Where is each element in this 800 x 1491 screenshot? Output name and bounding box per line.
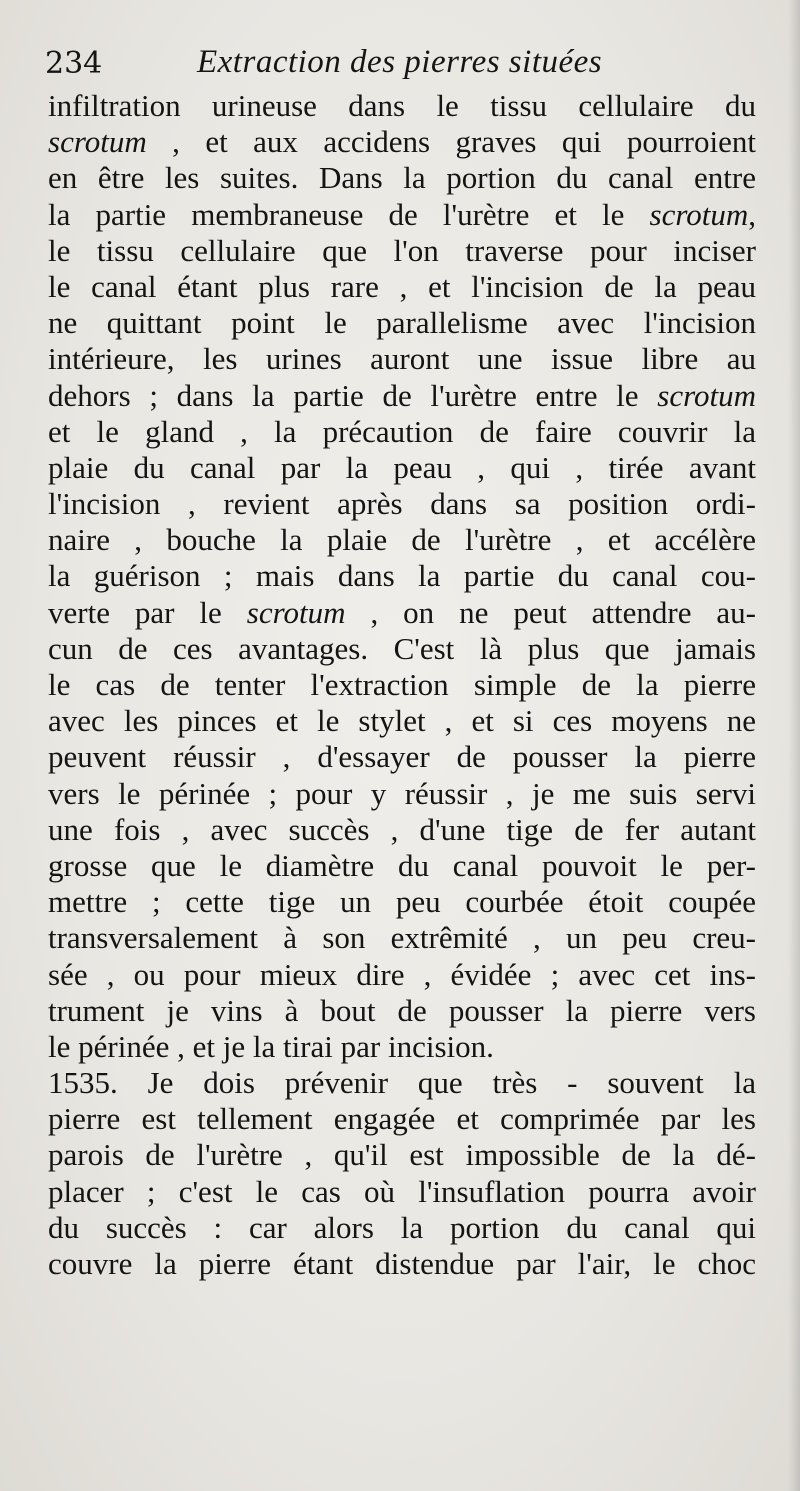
text-segment: ne quittant point le parallelisme avec l'incision — [48, 305, 756, 341]
text-line — [48, 1101, 756, 1137]
text-segment: verte par le — [48, 594, 247, 630]
text-line — [48, 341, 756, 377]
text-segment: intérieure, les urines auront une issue libre au — [48, 341, 756, 377]
text-line — [48, 305, 756, 341]
text-line — [48, 884, 756, 920]
text-line — [48, 1137, 756, 1173]
text-line — [48, 1210, 756, 1246]
text-line — [48, 124, 756, 160]
italic-term: scrotum — [657, 377, 756, 413]
text-segment: parois de l'urètre , qu'il est impossible de la dé- — [48, 1137, 756, 1173]
italic-term: scrotum — [48, 124, 147, 160]
text-segment: grosse que le diamètre du canal pouvoit le per- — [48, 847, 756, 883]
text-line — [48, 88, 756, 124]
text-segment: le tissu cellulaire que l'on traverse pour inciser — [48, 232, 756, 268]
text-line — [48, 558, 756, 594]
text-line — [48, 1174, 756, 1210]
text-line — [48, 595, 756, 631]
text-line — [48, 920, 756, 956]
text-segment: une fois , avec succès , d'une tige de fer autant — [48, 811, 756, 847]
text-segment: pierre est tellement engagée et comprimée par les — [48, 1101, 756, 1137]
text-line — [48, 269, 756, 305]
text-segment: la partie membraneuse de l'urètre et le — [48, 196, 650, 232]
text-line — [48, 378, 756, 414]
text-segment: , et aux accidens graves qui pourroient — [146, 124, 756, 160]
italic-term: scrotum — [649, 196, 749, 232]
text-segment: du succès : car alors la portion du canal qui — [48, 1209, 756, 1245]
text-segment: la guérison ; mais dans la partie du canal cou- — [48, 558, 756, 594]
text-segment: , — [748, 196, 756, 232]
italic-term: scrotum — [246, 594, 346, 630]
text-segment: peuvent réussir , d'essayer de pousser la pierre — [48, 739, 756, 775]
text-segment: placer ; c'est le cas où l'insuflation pourra avoir — [48, 1173, 756, 1209]
text-segment: infiltration urineuse dans le tissu cellulaire du — [48, 88, 756, 123]
text-line — [48, 667, 756, 703]
text-line — [48, 703, 756, 739]
text-segment: 1535. Je dois prévenir que très - souvent la — [48, 1065, 756, 1101]
text-line — [48, 631, 756, 667]
text-line — [48, 450, 756, 486]
text-segment: couvre la pierre étant distendue par l'air, le choc — [48, 1246, 756, 1281]
text-line — [48, 848, 756, 884]
text-segment: cun de ces avantages. C'est là plus que jamais — [48, 630, 756, 666]
text-segment: dehors ; dans la partie de l'urètre entre le — [48, 377, 658, 413]
text-line — [48, 160, 756, 196]
text-segment: en être les suites. Dans la portion du canal entre — [48, 160, 756, 196]
text-segment: transversalement à son extrêmité , un peu creu- — [48, 920, 756, 956]
text-line — [48, 197, 756, 233]
text-segment: sée , ou pour mieux dire , évidée ; avec cet ins- — [48, 956, 756, 992]
text-segment: trument je vins à bout de pousser la pierre vers — [48, 992, 756, 1028]
running-title: Extraction des pierres situées — [197, 44, 603, 80]
text-segment: naire , bouche la plaie de l'urètre , et accélère — [48, 522, 756, 558]
text-line — [48, 739, 756, 775]
text-segment: avec les pinces et le stylet , et si ces moyens ne — [48, 703, 756, 739]
text-line — [48, 233, 756, 269]
text-segment: l'incision , revient après dans sa position ordi- — [48, 486, 756, 522]
text-segment: le canal étant plus rare , et l'incision de la peau — [48, 268, 756, 304]
text-line — [48, 776, 756, 812]
page-header — [45, 44, 765, 90]
page-number: 234 — [45, 46, 103, 81]
text-segment: mettre ; cette tige un peu courbée étoit coupée — [48, 884, 756, 920]
page-edge-shadow — [788, 0, 800, 1491]
text-line — [48, 414, 756, 450]
text-line — [48, 1065, 756, 1101]
text-segment: et le gland , la précaution de faire couvrir la — [48, 413, 756, 449]
text-line — [48, 812, 756, 848]
text-line — [48, 1029, 756, 1065]
text-segment: plaie du canal par la peau , qui , tirée avant — [48, 449, 756, 485]
text-line — [48, 486, 756, 522]
text-segment: le cas de tenter l'extraction simple de la pierre — [48, 667, 756, 702]
text-segment: vers le périnée ; pour y réussir , je me suis servi — [48, 775, 756, 811]
text-line — [48, 1246, 756, 1282]
text-line — [48, 522, 756, 558]
text-segment: le périnée , et je la tirai par incision. — [48, 1028, 494, 1064]
text-line — [48, 957, 756, 993]
body-text — [48, 88, 756, 1282]
text-segment: , on ne peut attendre au- — [345, 594, 756, 630]
text-line — [48, 993, 756, 1029]
